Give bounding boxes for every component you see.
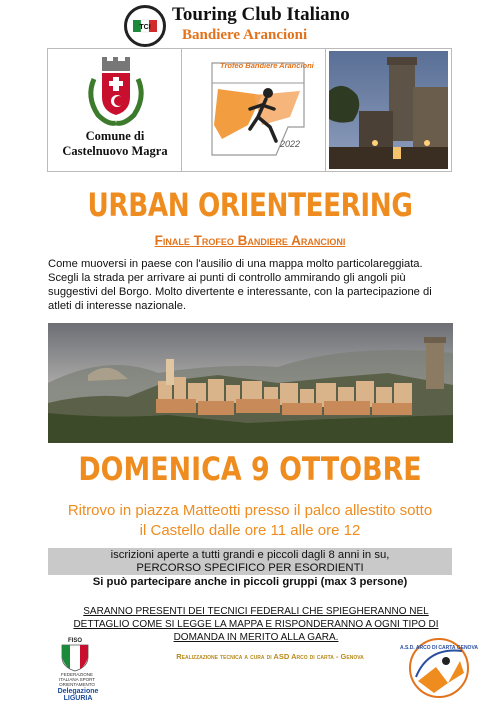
- tci-flag-logo: [124, 5, 166, 47]
- tci-subtitle: Bandiere Arancioni: [182, 27, 308, 43]
- comune-cell: [48, 49, 182, 171]
- arco-di-carta-logo-icon: [399, 637, 479, 699]
- trofeo-label: Trofeo Bandiere Arancioni: [220, 61, 314, 70]
- fiso-abbr: FISO: [67, 638, 83, 644]
- comune-name: [48, 129, 182, 159]
- meeting-line2: il Castello dalle ore 11 alle ore 12: [139, 522, 361, 539]
- castle-photo: [329, 51, 448, 169]
- event-description: Come muoversi in paese con l'ausilio di una mappa molto particolareggiata. Scegli la strada per arrivare ai punti di controllo ammirando gli angoli più suggestivi del Borgo. Molto divertente e interessante, con la partecipazione di atleti di interesse nazionale.: [48, 258, 432, 312]
- logo-row: [47, 48, 452, 172]
- event-title: URBAN ORIENTEERING: [87, 186, 413, 224]
- town-panorama-photo: [48, 323, 453, 443]
- fiso-delegation: Delegazione LIGURIA: [57, 688, 99, 702]
- coat-of-arms-icon: [86, 57, 146, 127]
- comune-line2: Castelnuovo Magra: [62, 144, 168, 158]
- fiso-logo-icon: [54, 635, 96, 673]
- trofeo-cell: [182, 49, 326, 171]
- castle-cell: [326, 49, 451, 171]
- groups-info: Si può partecipare anche in piccoli gruppi (max 3 persone): [92, 576, 408, 588]
- fiso-name: FEDERAZIONE ITALIANA SPORT ORIENTAMENTO: [58, 672, 96, 687]
- registration-line1: iscrizioni aperte a tutti grandi e piccoli dagli 8 anni in su,: [110, 549, 390, 561]
- registration-box: [48, 548, 452, 575]
- technical-note: SARANNO PRESENTI DEI TECNICI FEDERALI CHE SPIEGHERANNO NEL DETTAGLIO COME SI LEGGE LA MAPPA E RISPONDERANNO A OGNI TIPO DI DOMANDA IN MERITO ALLA GARA.: [73, 606, 439, 643]
- svg-text:TCI: TCI: [139, 24, 151, 31]
- comune-line1: Comune di: [85, 129, 145, 143]
- tci-title: Touring Club Italiano: [172, 4, 350, 25]
- event-subtitle: Finale Trofeo Bandiere Arancioni: [154, 233, 346, 248]
- organizer-credit: Realizzazione tecnica a cura di ASD Arco di carta - Genova: [176, 652, 364, 661]
- meeting-info: [0, 501, 500, 541]
- trofeo-year: 2022: [280, 139, 301, 149]
- arco-logo-text: A.S.D. ARCO DI CARTA GENOVA: [399, 645, 479, 651]
- registration-line2: PERCORSO SPECIFICO PER ESORDIENTI: [136, 562, 364, 574]
- event-date: DOMENICA 9 OTTOBRE: [78, 450, 422, 488]
- meeting-line1: Ritrovo in piazza Matteotti presso il palco allestito sotto: [67, 502, 433, 519]
